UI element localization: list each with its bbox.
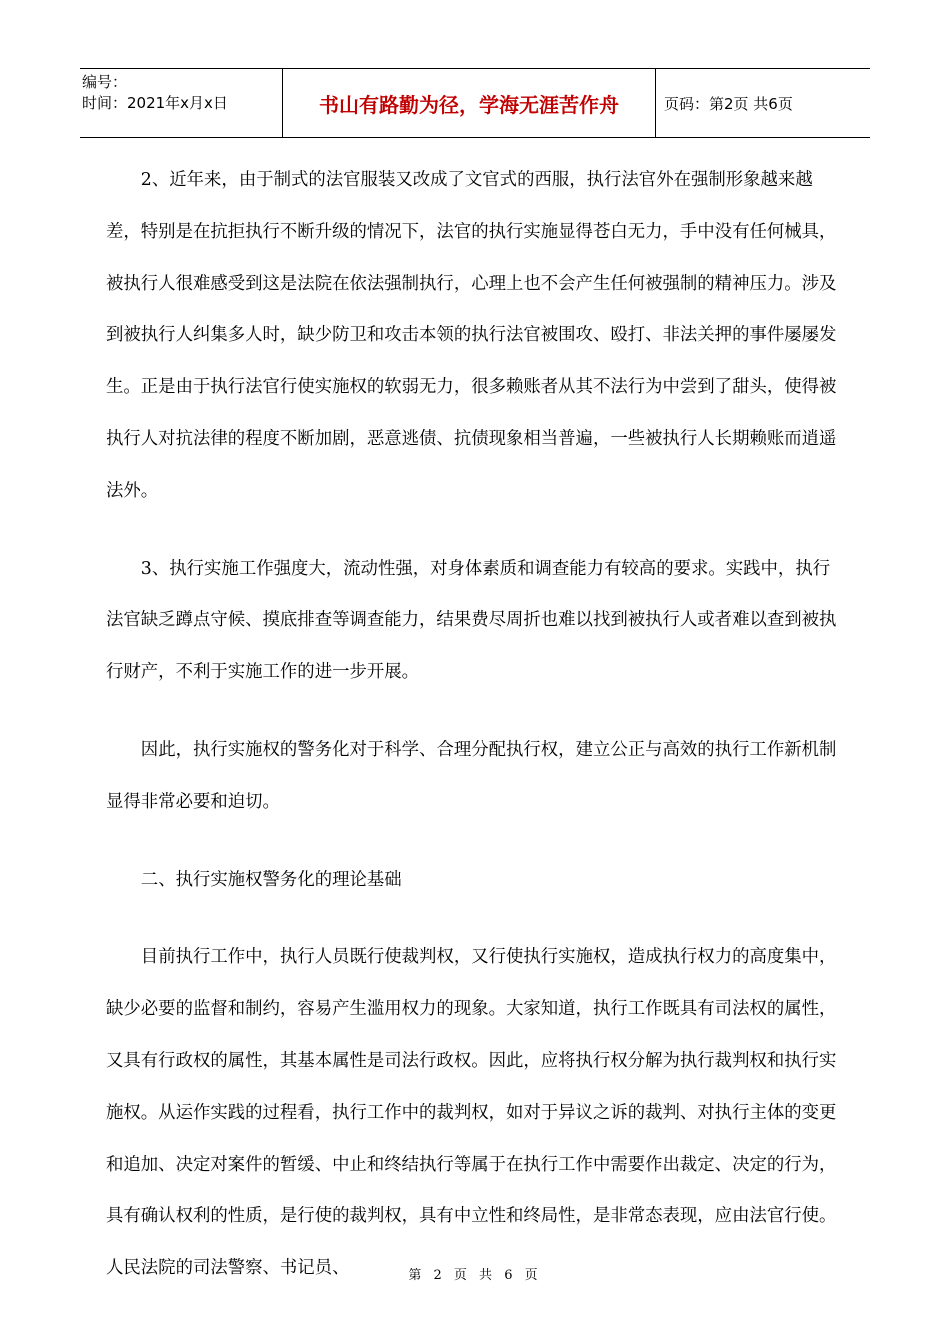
date-label: 时间：2021年x月x日 bbox=[82, 94, 228, 112]
paragraph-2: 2、近年来，由于制式的法官服装又改成了文官式的西服，执行法官外在强制形象越来越差，特别是在抗拒执行不断升级的情况下，法官的执行实施显得苍白无力，手中没有任何械具，被执行人很难感受到这是法院在依法强制执行，心理上也不会产生任何被强制的精神压力。涉及到被执行人纠集多人时，缺少防卫和攻击本领的执行法官被围攻、殴打、非法关押的事件屡屡发生。正是由于执行法官行使实施权的软弱无力，很多赖账者从其不法行为中尝到了甜头，使得被执行人对抗法律的程度不断加剧，恶意逃债、抗债现象相当普遍，一些被执行人长期赖账而逍遥法外。 bbox=[106, 170, 837, 501]
header-page-code: 页码：第2页 共6页 bbox=[664, 94, 793, 113]
section-heading: 二、执行实施权警务化的理论基础 bbox=[140, 869, 402, 890]
document-header bbox=[80, 68, 870, 138]
header-motto: 书山有路勤为径，学海无涯苦作舟 bbox=[283, 69, 656, 137]
paragraph-theory: 目前执行工作中，执行人员既行使裁判权，又行使执行实施权，造成执行权力的高度集中，缺少必要的监督和制约，容易产生滥用权力的现象。大家知道，执行工作既具有司法权的属性，又具有行政权的属性，其基本属性是司法行政权。因此，应将执行权分解为执行裁判权和执行实施权。从运作实践的过程看，执行工作中的裁判权，如对于异议之诉的裁判、对执行主体的变更和追加、决定对案件的暂缓、中止和终结执行等属于在执行工作中需要作出裁定、决定的行为，具有确认权利的性质，是行使的裁判权，具有中立性和终局性，是非常态表现，应由法官行使。人民法院的司法警察、书记员、 bbox=[106, 947, 837, 1279]
number-label: 编号： bbox=[82, 73, 128, 91]
document-body bbox=[106, 155, 846, 1321]
header-meta bbox=[80, 69, 283, 137]
page-footer: 第 2 页 共 6 页 bbox=[408, 1268, 542, 1283]
paragraph-3: 3、执行实施工作强度大，流动性强，对身体素质和调查能力有较高的要求。实践中，执行法官缺乏蹲点守候、摸底排查等调查能力，结果费尽周折也难以找到被执行人或者难以查到被执行财产，不利于实施工作的进一步开展。 bbox=[106, 558, 837, 683]
paragraph-conclusion: 因此，执行实施权的警务化对于科学、合理分配执行权，建立公正与高效的执行工作新机制显得非常必要和迫切。 bbox=[106, 739, 837, 812]
